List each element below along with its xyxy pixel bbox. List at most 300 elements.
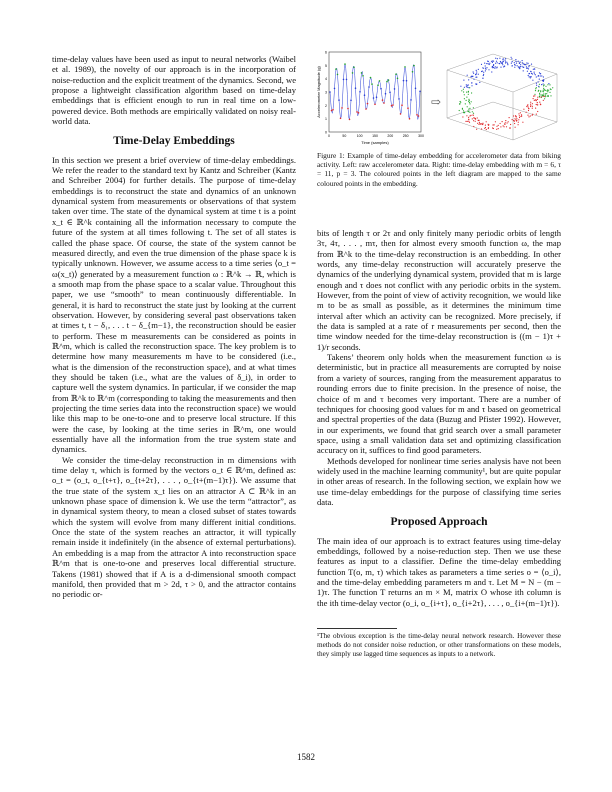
embedding-point <box>468 117 469 118</box>
embedding-point <box>473 126 474 127</box>
embedding-point <box>472 114 473 115</box>
embedding-point <box>518 113 519 114</box>
embedding-point <box>543 76 544 77</box>
embedding-point <box>543 85 544 86</box>
embedding-point <box>464 87 465 88</box>
embedding-point <box>505 61 506 62</box>
embedding-point <box>465 103 466 104</box>
embedding-point <box>540 75 541 76</box>
embedding-point <box>528 106 529 107</box>
embedding-point <box>467 75 468 76</box>
y-tick-label: 5 <box>325 63 327 68</box>
embedding-point <box>549 84 550 85</box>
embedding-point <box>468 94 469 95</box>
embedding-point <box>484 128 485 129</box>
embedding-point <box>471 82 472 83</box>
embedding-point <box>535 108 536 109</box>
embedding-point <box>486 67 487 68</box>
embedding-point <box>517 65 518 66</box>
embedding-point <box>486 63 487 64</box>
raw-point <box>347 108 349 110</box>
embedding-point <box>546 93 547 94</box>
paragraph: bits of length τ or 2τ and only finitely many periodic orbits of length 3τ, 4τ, . . . , mτ, then for almost every smooth function ω, the map from ℝ^k to the time-delay reconstruction is an embedding. In other words, any time-delay reconstruction will accurately preserve the dynamics of the underlying dynamical system, provided that m is large enough and τ does not conflict with any periodic orbits in the system. However, from the point of view of activity recognition, we would like m to be as small as possible, as it determines the minimum time interval after which an activity can be recognized. More precisely, if the data is sampled at a rate of r measurements per second, then the time window needed for the time-delay reconstruction is ((m − 1)τ + 1)/r seconds. <box>317 228 561 352</box>
embedding-point <box>478 124 479 125</box>
embedding-point <box>545 90 546 91</box>
embedding-point <box>488 63 489 64</box>
embedding-point <box>478 120 479 121</box>
embedding-point <box>466 86 467 87</box>
raw-point <box>338 99 340 101</box>
embedding-point <box>528 75 529 76</box>
raw-point <box>389 92 391 94</box>
embedding-point <box>468 91 469 92</box>
embedding-point <box>514 62 515 63</box>
embedding-point <box>529 65 530 66</box>
x-axis-label: Time (samples) <box>361 140 389 145</box>
raw-point <box>332 109 334 111</box>
embedding-point <box>527 71 528 72</box>
embedding-point <box>497 67 498 68</box>
raw-point <box>400 113 402 115</box>
embedding-point <box>488 61 489 62</box>
embedding-point <box>541 75 542 76</box>
raw-point <box>377 84 379 86</box>
embedding-point <box>473 73 474 74</box>
embedding-point <box>545 96 546 97</box>
embedding-point <box>548 90 549 91</box>
embedding-point <box>536 104 537 105</box>
intro-paragraph: time-delay values have been used as input to neural networks (Waibel et al. 1989), the novelty of our approach is in the incorporation of noise-reduction and the explicit treatment of the dynamics. Second, we propose a lightweight classification algorithm based on time-delay embeddings that is efficient enough to run in real time on a low-powered device. Both methods are empirically validated on noisy real-world data. <box>52 54 296 127</box>
embedding-axes-box <box>447 54 557 140</box>
embedding-point <box>485 125 486 126</box>
embedding-point <box>532 103 533 104</box>
embedding-point <box>512 61 513 62</box>
y-tick-label: 4 <box>325 77 327 82</box>
embedding-point <box>482 78 483 79</box>
raw-point <box>356 111 358 113</box>
raw-point <box>343 79 345 81</box>
embedding-point <box>500 62 501 63</box>
embedding-point <box>539 94 540 95</box>
mapping-arrow: ⇨ <box>431 95 442 109</box>
embedding-point <box>514 64 515 65</box>
embedding-point <box>485 65 486 66</box>
embedding-point <box>515 59 516 60</box>
raw-point <box>397 78 399 80</box>
embedding-point <box>506 62 507 63</box>
embedding-point <box>473 113 474 114</box>
raw-point <box>418 115 420 117</box>
embedding-point <box>492 66 493 67</box>
embedding-point <box>515 127 516 128</box>
embedding-point <box>496 129 497 130</box>
embedding-point <box>471 76 472 77</box>
embedding-point <box>496 126 497 127</box>
raw-point <box>334 88 336 90</box>
paragraph: In this section we present a brief overview of time-delay embeddings. We refer the reader to the standard text by Kantz and Schreiber (Kantz and Schreiber 2004) for further details. The purpose of time-delay embeddings is to reconstruct the state and dynamics of an unknown dynamical system from measurements or observations of that system taken over time. The state of the dynamical system at time t is a point x_t ∈ ℝ^k containing all the information necessary to compute the future of the system at all times following t. The set of all states is called the phase space. Of course, the state of the system cannot be measured directly, and even the true dimension of the phase space k is typically unknown. However, we assume access to a time series ⟨o_t = ω(x_t)⟩ generated by a measurement function ω : ℝ^k → ℝ, which is a smooth map from the phase space to a scalar value. Throughout this paper, we use “smooth” to mean continuously differentiable. In general, it is hard to reconstruct the state just by looking at the current observation. However, by considering several past observations taken at times t, t − δ₁, . . . t − δ_{m−1}, the reconstruction should be easier to perform. These m measurements can be considered as points in ℝ^m, which is called the reconstruction space. The key problem is to determine how many measurements m have to be considered (i.e., what is the dimension of the reconstruction space), and at what times they should be taken (i.e., what are the values of δ_i), in order to capture well the system dynamics. In particular, if we consider the map from ℝ^k to ℝ^m (corresponding to taking the measurements and then projecting the time series data into the reconstruction space) we would like this map to be one-to-one and to preserve local structure. If this were the case, by looking at the time series in ℝ^m, one would essentially have all the information from the true system state and dynamics. <box>52 154 296 455</box>
embedding-point <box>504 66 505 67</box>
raw-point <box>352 72 354 74</box>
embedding-point <box>536 100 537 101</box>
embedding-point <box>531 64 532 65</box>
embedding-point <box>476 71 477 72</box>
embedding-point <box>465 121 466 122</box>
embedding-point <box>485 69 486 70</box>
embedding-point <box>463 91 464 92</box>
embedding-point <box>460 86 461 87</box>
embedding-point <box>483 72 484 73</box>
embedding-point <box>538 81 539 82</box>
embedding-point <box>481 128 482 129</box>
raw-point <box>403 80 405 82</box>
embedding-point <box>492 67 493 68</box>
raw-point <box>341 107 343 109</box>
embedding-point <box>534 95 535 96</box>
embedding-point <box>512 65 513 66</box>
embedding-point <box>495 58 496 59</box>
embedding-point <box>521 114 522 115</box>
embedding-point <box>528 66 529 67</box>
x-tick-label: 0 <box>328 134 330 138</box>
raw-point <box>335 68 337 70</box>
raw-point <box>376 96 378 98</box>
embedding-point <box>532 80 533 81</box>
raw-point <box>370 77 372 79</box>
raw-point <box>392 104 394 106</box>
embedding-point <box>462 108 463 109</box>
embedding-point <box>459 104 460 105</box>
embedding-point <box>528 116 529 117</box>
embedding-point <box>469 87 470 88</box>
embedding-point <box>538 76 539 77</box>
embedding-point <box>468 121 469 122</box>
embedding-point <box>504 124 505 125</box>
raw-point <box>413 65 415 67</box>
embedding-point <box>485 70 486 71</box>
embedding-point <box>482 67 483 68</box>
embedding-point <box>493 61 494 62</box>
embedding-point <box>461 90 462 91</box>
embedding-point <box>502 59 503 60</box>
embedding-point <box>463 80 464 81</box>
embedding-point <box>515 61 516 62</box>
embedding-point <box>479 122 480 123</box>
raw-point <box>329 91 331 93</box>
raw-point <box>355 87 357 89</box>
embedding-point <box>476 83 477 84</box>
raw-point <box>404 66 406 68</box>
embedding-point <box>540 90 541 91</box>
embedding-point <box>529 73 530 74</box>
right-column <box>317 228 561 608</box>
embedding-point <box>538 90 539 91</box>
embedding-point <box>492 124 493 125</box>
raw-point <box>412 71 414 73</box>
x-tick-label: 150 <box>372 134 378 138</box>
embedding-point <box>506 126 507 127</box>
raw-point <box>382 99 384 101</box>
raw-point <box>401 104 403 106</box>
embedding-point <box>468 99 469 100</box>
embedding-point <box>536 114 537 115</box>
embedding-point <box>516 120 517 121</box>
page-number: 1582 <box>297 752 315 762</box>
embedding-point <box>494 68 495 69</box>
embedding-point <box>530 106 531 107</box>
x-tick-label: 100 <box>356 134 363 138</box>
embedding-point <box>512 119 513 120</box>
raw-point <box>395 73 397 75</box>
embedding-point <box>520 64 521 65</box>
embedding-point <box>536 87 537 88</box>
raw-point <box>380 88 382 90</box>
raw-point <box>358 112 360 114</box>
embedding-point <box>502 121 503 122</box>
embedding-point <box>513 115 514 116</box>
embedding-point <box>502 62 503 63</box>
embedding-point <box>471 85 472 86</box>
embedding-point <box>462 116 463 117</box>
raw-point <box>367 103 369 105</box>
embedding-point <box>514 123 515 124</box>
embedding-point <box>523 109 524 110</box>
embedding-point <box>495 66 496 67</box>
embedding-point <box>484 63 485 64</box>
embedding-point <box>539 102 540 103</box>
raw-point <box>359 91 361 93</box>
embedding-point <box>505 120 506 121</box>
embedding-point <box>543 83 544 84</box>
embedding-point <box>489 63 490 64</box>
embedding-point <box>518 124 519 125</box>
embedding-point <box>498 128 499 129</box>
embedding-point <box>491 61 492 62</box>
embedding-point <box>519 115 520 116</box>
embedding-point <box>550 88 551 89</box>
embedding-point <box>544 98 545 99</box>
embedding-point <box>511 58 512 59</box>
embedding-point <box>533 96 534 97</box>
section-heading-proposed-approach: Proposed Approach <box>390 516 488 529</box>
embedding-point <box>468 79 469 80</box>
y-tick-labels <box>325 51 327 135</box>
embedding-point <box>518 119 519 120</box>
raw-point <box>385 93 387 95</box>
embedding-point <box>511 63 512 64</box>
embedding-point <box>470 115 471 116</box>
embedding-point <box>532 115 533 116</box>
embedding-point <box>475 118 476 119</box>
embedding-point <box>466 100 467 101</box>
embedding-point <box>530 115 531 116</box>
embedding-point <box>497 62 498 63</box>
raw-point <box>388 79 390 81</box>
embedding-point <box>482 124 483 125</box>
embedding-point <box>528 63 529 64</box>
embedding-point <box>519 117 520 118</box>
embedding-point <box>545 95 546 96</box>
embedding-point <box>534 72 535 73</box>
embedding-point <box>459 110 460 111</box>
embedding-point <box>500 126 501 127</box>
y-axis-label: Accelerometer Magnitude (g) <box>316 66 321 118</box>
embedding-point <box>464 98 465 99</box>
embedding-point <box>498 125 499 126</box>
embedding-point <box>479 123 480 124</box>
embedding-point <box>539 72 540 73</box>
embedding-point <box>535 88 536 89</box>
embedding-point <box>516 118 517 119</box>
embedding-point <box>469 112 470 113</box>
embedding-point <box>542 91 543 92</box>
embedding-point <box>519 63 520 64</box>
raw-point <box>391 105 393 107</box>
embedding-point <box>486 121 487 122</box>
embedding-point <box>488 69 489 70</box>
embedding-point <box>552 87 553 88</box>
raw-point <box>407 107 409 109</box>
embedding-point <box>545 93 546 94</box>
raw-point <box>365 108 367 110</box>
raw-point <box>416 114 418 116</box>
raw-point <box>350 100 352 102</box>
embedding-point <box>481 71 482 72</box>
raw-point <box>340 118 342 120</box>
embedding-point <box>518 61 519 62</box>
embedding-point <box>502 64 503 65</box>
embedding-point <box>520 112 521 113</box>
raw-point <box>346 79 348 81</box>
embedding-point <box>539 96 540 97</box>
embedding-point <box>519 68 520 69</box>
embedding-point <box>515 119 516 120</box>
embedding-point <box>476 73 477 74</box>
embedding-point <box>533 98 534 99</box>
embedding-point <box>530 104 531 105</box>
embedding-point <box>497 58 498 59</box>
embedding-point <box>543 93 544 94</box>
embedding-point <box>528 110 529 111</box>
embedding-point <box>524 64 525 65</box>
embedding-point <box>523 67 524 68</box>
paragraph: Methods developed for nonlinear time series analysis have not been widely used in the machine learning community¹, but are quite popular in other areas of research. In the following section, we explain how we use time-delay embeddings for the purpose of classifying time series data. <box>317 455 561 507</box>
embedding-point <box>503 125 504 126</box>
embedding-point <box>532 108 533 109</box>
embedding-point <box>548 95 549 96</box>
embedding-point <box>473 79 474 80</box>
embedding-point <box>534 100 535 101</box>
embedding-point <box>489 64 490 65</box>
embedding-point <box>471 92 472 93</box>
embedding-point <box>532 106 533 107</box>
figure-1-graphics <box>317 48 561 148</box>
embedding-point <box>535 90 536 91</box>
paragraph: The main idea of our approach is to extract features using time-delay embeddings, followed by a noise-reduction step. Then we use these features as input to a classifier. Define the time-delay embedding function T(o, m, τ) which takes as parameters a time series o = ⟨o_i⟩, and the time-delay embedding parameters m and τ. Let M = N − (m − 1)τ. The function T returns an m × M, matrix O whose ith column is the ith time-delay vector (o_i, o_{i+τ}, o_{i+2τ}, . . . , o_{i+(m−1)τ}). <box>317 535 561 608</box>
embedding-point <box>460 101 461 102</box>
embedding-point <box>476 70 477 71</box>
embedding-point <box>530 102 531 103</box>
raw-point <box>386 81 388 83</box>
embedding-point <box>481 64 482 65</box>
embedding-point <box>546 90 547 91</box>
embedding-point <box>507 64 508 65</box>
embedding-point <box>541 94 542 95</box>
embedding-point <box>520 116 521 117</box>
embedding-point <box>473 107 474 108</box>
embedding-point <box>503 66 504 67</box>
embedding-point <box>534 73 535 74</box>
embedding-point <box>507 122 508 123</box>
embedding-point <box>483 74 484 75</box>
embedding-point <box>471 101 472 102</box>
raw-point <box>362 75 364 77</box>
embedding-point <box>467 121 468 122</box>
x-tick-label: 300 <box>418 134 424 138</box>
embedding-point <box>530 77 531 78</box>
raw-point <box>353 66 355 68</box>
x-tick-label: 200 <box>387 134 394 138</box>
raw-point <box>331 110 333 112</box>
embedding-point <box>479 82 480 83</box>
raw-point <box>337 74 339 76</box>
embedding-point <box>491 71 492 72</box>
embedding-point <box>534 94 535 95</box>
embedding-point <box>466 115 467 116</box>
embedding-point <box>520 66 521 67</box>
embedding-point <box>550 95 551 96</box>
x-tick-label: 50 <box>342 134 347 138</box>
embedding-point <box>476 77 477 78</box>
embedding-point <box>539 79 540 80</box>
raw-point <box>373 97 375 99</box>
embedding-point <box>535 74 536 75</box>
embedding-point <box>495 121 496 122</box>
raw-point <box>364 94 366 96</box>
embedding-point <box>539 84 540 85</box>
embedding-point <box>520 61 521 62</box>
embedding-point <box>527 115 528 116</box>
embedding-point <box>493 128 494 129</box>
embedding-point <box>536 83 537 84</box>
embedding-point <box>547 84 548 85</box>
embedding-point <box>543 100 544 101</box>
embedding-point <box>488 128 489 129</box>
embedding-point <box>536 85 537 86</box>
embedding-point <box>523 63 524 64</box>
embedding-point <box>509 127 510 128</box>
embedding-point <box>531 73 532 74</box>
footnote: ¹The obvious exception is the time-delay neural network research. However these methods do not consider noise reduction, or other transformations on these models, they simply use lagged time sequences as inputs to a network. <box>317 632 561 658</box>
embedding-point <box>529 76 530 77</box>
embedding-point <box>539 93 540 94</box>
embedding-point <box>514 118 515 119</box>
embedding-point <box>500 123 501 124</box>
embedding-point <box>522 66 523 67</box>
embedding-point <box>478 74 479 75</box>
embedding-point <box>469 115 470 116</box>
embedding-point <box>516 116 517 117</box>
embedding-point <box>464 94 465 95</box>
embedding-point <box>463 89 464 90</box>
embedding-point <box>541 84 542 85</box>
embedding-point <box>477 123 478 124</box>
raw-point <box>344 63 346 65</box>
figure-caption: Figure 1: Example of time-delay embedding for accelerometer data from biking activity. Left: raw accelerometer data. Right: time-delay embedding with m = 6, τ = 11, p = 3. The coloured points in the left diagram are mapped to the same coloured points in the embedding. <box>317 151 561 188</box>
embedding-point <box>503 61 504 62</box>
embedding-point <box>514 67 515 68</box>
embedding-point <box>516 63 517 64</box>
embedding-point <box>495 63 496 64</box>
